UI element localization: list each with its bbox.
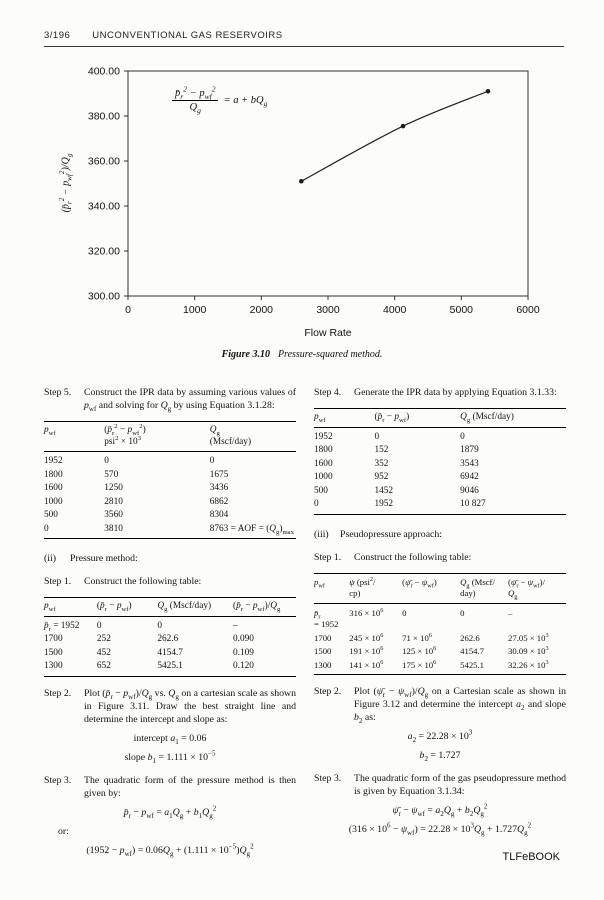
step-3-right bbox=[314, 772, 566, 798]
table-row bbox=[314, 603, 566, 632]
equation-slope-b1: slope $b_1 = 1.111 \times 10^{-5}$ bbox=[124, 749, 216, 765]
x-tick-label: 5000 bbox=[449, 304, 474, 316]
table-ipr-equation-3133 bbox=[314, 408, 566, 515]
table-header-row bbox=[44, 598, 296, 617]
table-cell: 3543 bbox=[460, 458, 479, 469]
table-cell: 6862 bbox=[209, 496, 229, 507]
table-row bbox=[44, 647, 296, 661]
table-cell: 0.120 bbox=[232, 661, 254, 671]
table-row bbox=[314, 659, 566, 675]
table-cell: 252 bbox=[96, 634, 111, 644]
table-cell: 1300 bbox=[44, 661, 63, 671]
table-header-cell: $(p̄_r - p_{wf})$ bbox=[374, 409, 460, 428]
table-cell: 1879 bbox=[460, 445, 479, 455]
x-tick-label: 1000 bbox=[182, 304, 207, 316]
caption-text: Pressure-squared method. bbox=[277, 349, 383, 360]
table-cell: $32.26 \times 10^3$ bbox=[508, 658, 549, 670]
table-cell: $141 \times 10^6$ bbox=[349, 658, 384, 670]
step-label: Step 2. bbox=[314, 686, 342, 697]
table-row bbox=[314, 458, 566, 472]
table-row bbox=[44, 452, 296, 469]
table-cell: 1600 bbox=[314, 458, 333, 469]
annotation-rhs: = $a + bQ_g$ bbox=[223, 95, 268, 109]
y-axis-label: $(p̄_r^2 - p_{wf}^2)/Q_g$ bbox=[58, 153, 74, 213]
step-label: Step 5. bbox=[44, 387, 72, 398]
table-row bbox=[44, 660, 296, 676]
or-label: or: bbox=[58, 825, 69, 837]
table-cell: 1700 bbox=[44, 634, 63, 644]
table-cell: 1452 bbox=[374, 485, 394, 496]
table-cell: – bbox=[508, 607, 513, 618]
figure-3-10-chart bbox=[40, 56, 564, 356]
step-text: Construct the following table: bbox=[354, 551, 472, 563]
table-row bbox=[44, 633, 296, 647]
table-cell: 352 bbox=[374, 458, 389, 469]
table-cell: 0 bbox=[460, 431, 465, 442]
table-cell: 1500 bbox=[314, 646, 332, 656]
right-column bbox=[314, 386, 566, 863]
left-column bbox=[44, 386, 296, 863]
step-text: Construct the following table: bbox=[84, 576, 202, 587]
data-point-marker bbox=[299, 179, 304, 184]
x-axis-label: Flow Rate bbox=[304, 327, 352, 339]
table-cell: 4154.7 bbox=[157, 647, 183, 658]
table-header-cell: $Q_g$ (Mscf/ day) bbox=[460, 573, 508, 603]
table-cell: $316 \times 10^6$ bbox=[349, 606, 384, 618]
table-row bbox=[314, 632, 566, 646]
table-cell: 5425.1 bbox=[460, 659, 485, 670]
caption-label: Figure 3.10 bbox=[221, 349, 270, 360]
y-tick-label: 380.00 bbox=[87, 110, 120, 123]
section-ii-pressure-method bbox=[44, 552, 296, 565]
table-cell: 1800 bbox=[44, 469, 63, 480]
step-1-right bbox=[314, 551, 566, 564]
table-row bbox=[314, 498, 566, 514]
section-label: (iii) bbox=[314, 528, 329, 540]
table-row bbox=[314, 444, 566, 458]
annotation-fraction bbox=[172, 84, 218, 116]
table-cell: 1500 bbox=[44, 647, 63, 658]
table-cell: 4154.7 bbox=[460, 646, 485, 656]
table-cell: 9046 bbox=[460, 485, 479, 496]
table-cell: 0 bbox=[104, 456, 109, 466]
table-header-cell: $(p̄_r - p_{wf})$ bbox=[97, 598, 157, 617]
y-tick-label: 320.00 bbox=[87, 245, 120, 258]
table-cell: 1952 bbox=[314, 431, 333, 442]
table-cell: $125 \times 10^6$ bbox=[402, 645, 437, 656]
step-5 bbox=[44, 386, 296, 412]
step-2-left bbox=[44, 687, 296, 726]
table-cell: $71 \times 10^6$ bbox=[402, 631, 432, 643]
table-cell: $30.09 \times 10^3$ bbox=[508, 645, 549, 656]
table-cell: $27.05 \times 10^3$ bbox=[508, 631, 549, 643]
y-tick-label: 360.00 bbox=[87, 155, 120, 168]
table-cell: 262.6 bbox=[460, 632, 480, 643]
table-header-cell: $p_{wf}$ bbox=[44, 598, 97, 617]
x-tick-label: 3000 bbox=[316, 304, 340, 316]
table-cell: 6942 bbox=[460, 472, 479, 482]
table-header-cell: $Q_g$ (Mscf/day) bbox=[460, 409, 566, 428]
table-cell: 1952 bbox=[374, 499, 394, 509]
table-cell: 1000 bbox=[314, 472, 333, 482]
table-cell: 452 bbox=[96, 647, 111, 658]
table-cell: 1000 bbox=[44, 496, 63, 507]
step-text: The quadratic form of the gas pseudopressure method is given by Equation 3.1.34: bbox=[354, 773, 566, 797]
table-row bbox=[44, 496, 296, 510]
series-line bbox=[301, 91, 488, 181]
table-cell: 10 827 bbox=[460, 499, 486, 509]
section-iii-pseudopressure bbox=[314, 528, 566, 541]
table-header-cell: $(\psī_r - \psi_{wf})$ bbox=[402, 573, 460, 603]
table-cell: 8304 bbox=[209, 510, 229, 520]
table-cell: 1800 bbox=[314, 445, 333, 455]
x-tick-label: 4000 bbox=[382, 304, 407, 316]
table-cell: – bbox=[232, 620, 238, 631]
equation-pressure-numeric: $(1952 - p_{wf}) = 0.06Q_g + (1.111 \times 10^{-5})Q_g^2$ bbox=[86, 842, 254, 858]
table-ipr-pressure-squared bbox=[44, 421, 296, 539]
table-cell: 1952 bbox=[44, 456, 63, 466]
step-text: Generate the IPR data by applying Equation 3.1.33: bbox=[354, 387, 557, 398]
table-row bbox=[44, 616, 296, 633]
equation-pressure-quadratic: $p̄_r - p_{wf} = a_1Q_g + b_1Q_g^2$ bbox=[123, 804, 217, 820]
table-cell: 262.6 bbox=[157, 634, 179, 644]
table-cell: 8763 = AOF = $(Q_g)_{max}$ bbox=[209, 523, 294, 536]
fraction-numerator: $p̄_r^2 - p_{wf}^2$ bbox=[172, 88, 218, 101]
table-cell: 952 bbox=[374, 472, 389, 482]
chart-annotation bbox=[172, 84, 268, 116]
table-cell: 1700 bbox=[314, 632, 332, 643]
table-cell: $p̄_r = 1952$ bbox=[44, 620, 80, 633]
step-text: Plot $(p̄_r - p_{wf})/Q_g$ vs. $Q_g$ on a cartesian scale as shown in Figure 3.11. Draw the best straight line and determine the intercept and slope as: bbox=[84, 687, 296, 725]
table-cell: 1250 bbox=[104, 483, 123, 493]
data-point-marker bbox=[486, 89, 491, 94]
table-header-cell: ψ (psi$^2$/ cp) bbox=[349, 573, 402, 603]
step-3-left bbox=[44, 774, 296, 800]
table-cell: 0 bbox=[157, 620, 163, 631]
footer-watermark: TLFeBOOK bbox=[502, 851, 560, 863]
table-header-cell: $(p̄_r^2 - p_{wf}^2)$ $psi^2 \times 10^3$ bbox=[104, 422, 209, 452]
table-row bbox=[314, 427, 566, 444]
table-header-row bbox=[314, 409, 566, 428]
table-cell: $175 \times 10^6$ bbox=[402, 658, 437, 670]
table-cell: $p̄_r$ = 1952 bbox=[314, 607, 339, 629]
table-cell: 3560 bbox=[104, 510, 123, 520]
step-label: Step 2. bbox=[44, 687, 72, 699]
section-label: (ii) bbox=[44, 553, 56, 564]
y-tick-label: 300.00 bbox=[87, 290, 120, 303]
table-cell: 0 bbox=[44, 523, 49, 534]
table-row bbox=[44, 509, 296, 523]
table-cell: 0 bbox=[374, 431, 380, 442]
step-text: The quadratic form of the pressure method is then given by: bbox=[84, 774, 296, 799]
table-header-row bbox=[314, 573, 566, 603]
table-row bbox=[44, 482, 296, 496]
table-cell: 0 bbox=[209, 456, 215, 466]
step-text: Construct the IPR data by assuming various values of $p_{wf}$ and solving for $Q_g$ by using Equation 3.1.28: bbox=[84, 387, 296, 413]
page-header bbox=[44, 30, 564, 41]
table-header-cell: $(\psī_r - \psi_{wf})/$ $Q_g$ bbox=[508, 573, 566, 603]
step-label: Step 1. bbox=[314, 551, 342, 563]
step-1-left bbox=[44, 575, 296, 588]
table-cell: 5425.1 bbox=[157, 661, 183, 671]
table-header-cell: $p_{wf}$ bbox=[314, 409, 374, 428]
page-number: 3/196 bbox=[44, 30, 71, 41]
table-header-cell: $Q_g$ (Mscf/day) bbox=[157, 598, 233, 617]
step-label: Step 3. bbox=[314, 773, 342, 784]
table-cell: 1300 bbox=[314, 659, 332, 670]
table-pseudopressure bbox=[314, 573, 566, 676]
table-row bbox=[44, 523, 296, 539]
data-point-marker bbox=[401, 124, 406, 129]
header-rule bbox=[44, 46, 564, 47]
equation-intercept-a1: intercept $a_1 = 0.06$ bbox=[133, 732, 207, 746]
fraction-denominator: $Q_g$ bbox=[189, 102, 201, 116]
equation-pseudopressure-quadratic: $\psī_r - \psi_{wf} = a_2Q_g + b_2Q_g^2$ bbox=[392, 802, 488, 818]
table-cell: 0 bbox=[460, 607, 465, 618]
table-cell: 0.090 bbox=[232, 634, 254, 644]
step-label: Step 1. bbox=[44, 576, 72, 587]
table-cell: 0 bbox=[314, 499, 319, 509]
table-cell: $191 \times 10^6$ bbox=[349, 645, 384, 656]
equation-pseudopressure-numeric: $(316 \times 10^6 - \psi_{wf}) = 22.28 \times 10^3Q_g + 1.727Q_g^2$ bbox=[348, 821, 532, 837]
table-row bbox=[314, 485, 566, 499]
section-text: Pressure method: bbox=[70, 553, 138, 564]
table-cell: 500 bbox=[44, 510, 58, 520]
step-text: Plot $(\psī_r - \psi_{wf})/Q_g$ on a Cartesian scale as shown in Figure 3.12 and determine the intercept $a_2$ and slope $b_2$ as: bbox=[354, 686, 566, 725]
x-tick-label: 0 bbox=[125, 304, 131, 316]
table-cell: 0 bbox=[96, 620, 102, 631]
pressure-squared-plot bbox=[40, 56, 564, 356]
table-row bbox=[314, 471, 566, 485]
table-header-cell: $(p̄_r - p_{wf})/Q_g$ bbox=[233, 598, 296, 617]
section-text: Pseudopressure approach: bbox=[340, 528, 443, 540]
table-header-cell: $Q_g$ (Mscf/day) bbox=[210, 422, 296, 452]
table-header-cell: $p_{wf}$ bbox=[44, 422, 104, 452]
two-column-body bbox=[44, 386, 566, 863]
table-cell: 152 bbox=[374, 445, 389, 455]
table-cell: 3810 bbox=[104, 523, 123, 534]
figure-caption bbox=[0, 349, 604, 360]
equation-slope-b2: $b_2 = 1.727$ bbox=[419, 750, 461, 763]
table-cell: $245 \times 10^6$ bbox=[349, 631, 384, 643]
step-label: Step 4. bbox=[314, 387, 342, 398]
table-cell: 0 bbox=[402, 607, 407, 618]
table-cell: 1675 bbox=[209, 469, 229, 480]
step-4 bbox=[314, 386, 566, 399]
table-cell: 3436 bbox=[209, 483, 229, 493]
x-tick-label: 2000 bbox=[249, 304, 274, 316]
table-cell: 500 bbox=[314, 485, 328, 496]
table-row bbox=[314, 645, 566, 659]
equation-intercept-a2: $a_2 = 22.28 \times 10^3$ bbox=[407, 728, 473, 744]
table-cell: 570 bbox=[104, 469, 119, 480]
y-tick-label: 400.00 bbox=[87, 65, 120, 78]
table-header-row bbox=[44, 422, 296, 452]
table-cell: 0.109 bbox=[232, 647, 254, 658]
table-header-cell: $p_{wf}$ bbox=[314, 573, 349, 603]
x-tick-label: 6000 bbox=[516, 304, 540, 316]
y-tick-label: 340.00 bbox=[87, 200, 120, 213]
table-cell: 652 bbox=[96, 661, 111, 671]
running-title: UNCONVENTIONAL GAS RESERVOIRS bbox=[92, 30, 283, 41]
step-label: Step 3. bbox=[44, 774, 72, 786]
table-cell: 1600 bbox=[44, 483, 63, 493]
table-row bbox=[44, 469, 296, 483]
table-cell: 2810 bbox=[104, 496, 123, 507]
table-pressure-method bbox=[44, 597, 296, 677]
step-2-right bbox=[314, 685, 566, 724]
